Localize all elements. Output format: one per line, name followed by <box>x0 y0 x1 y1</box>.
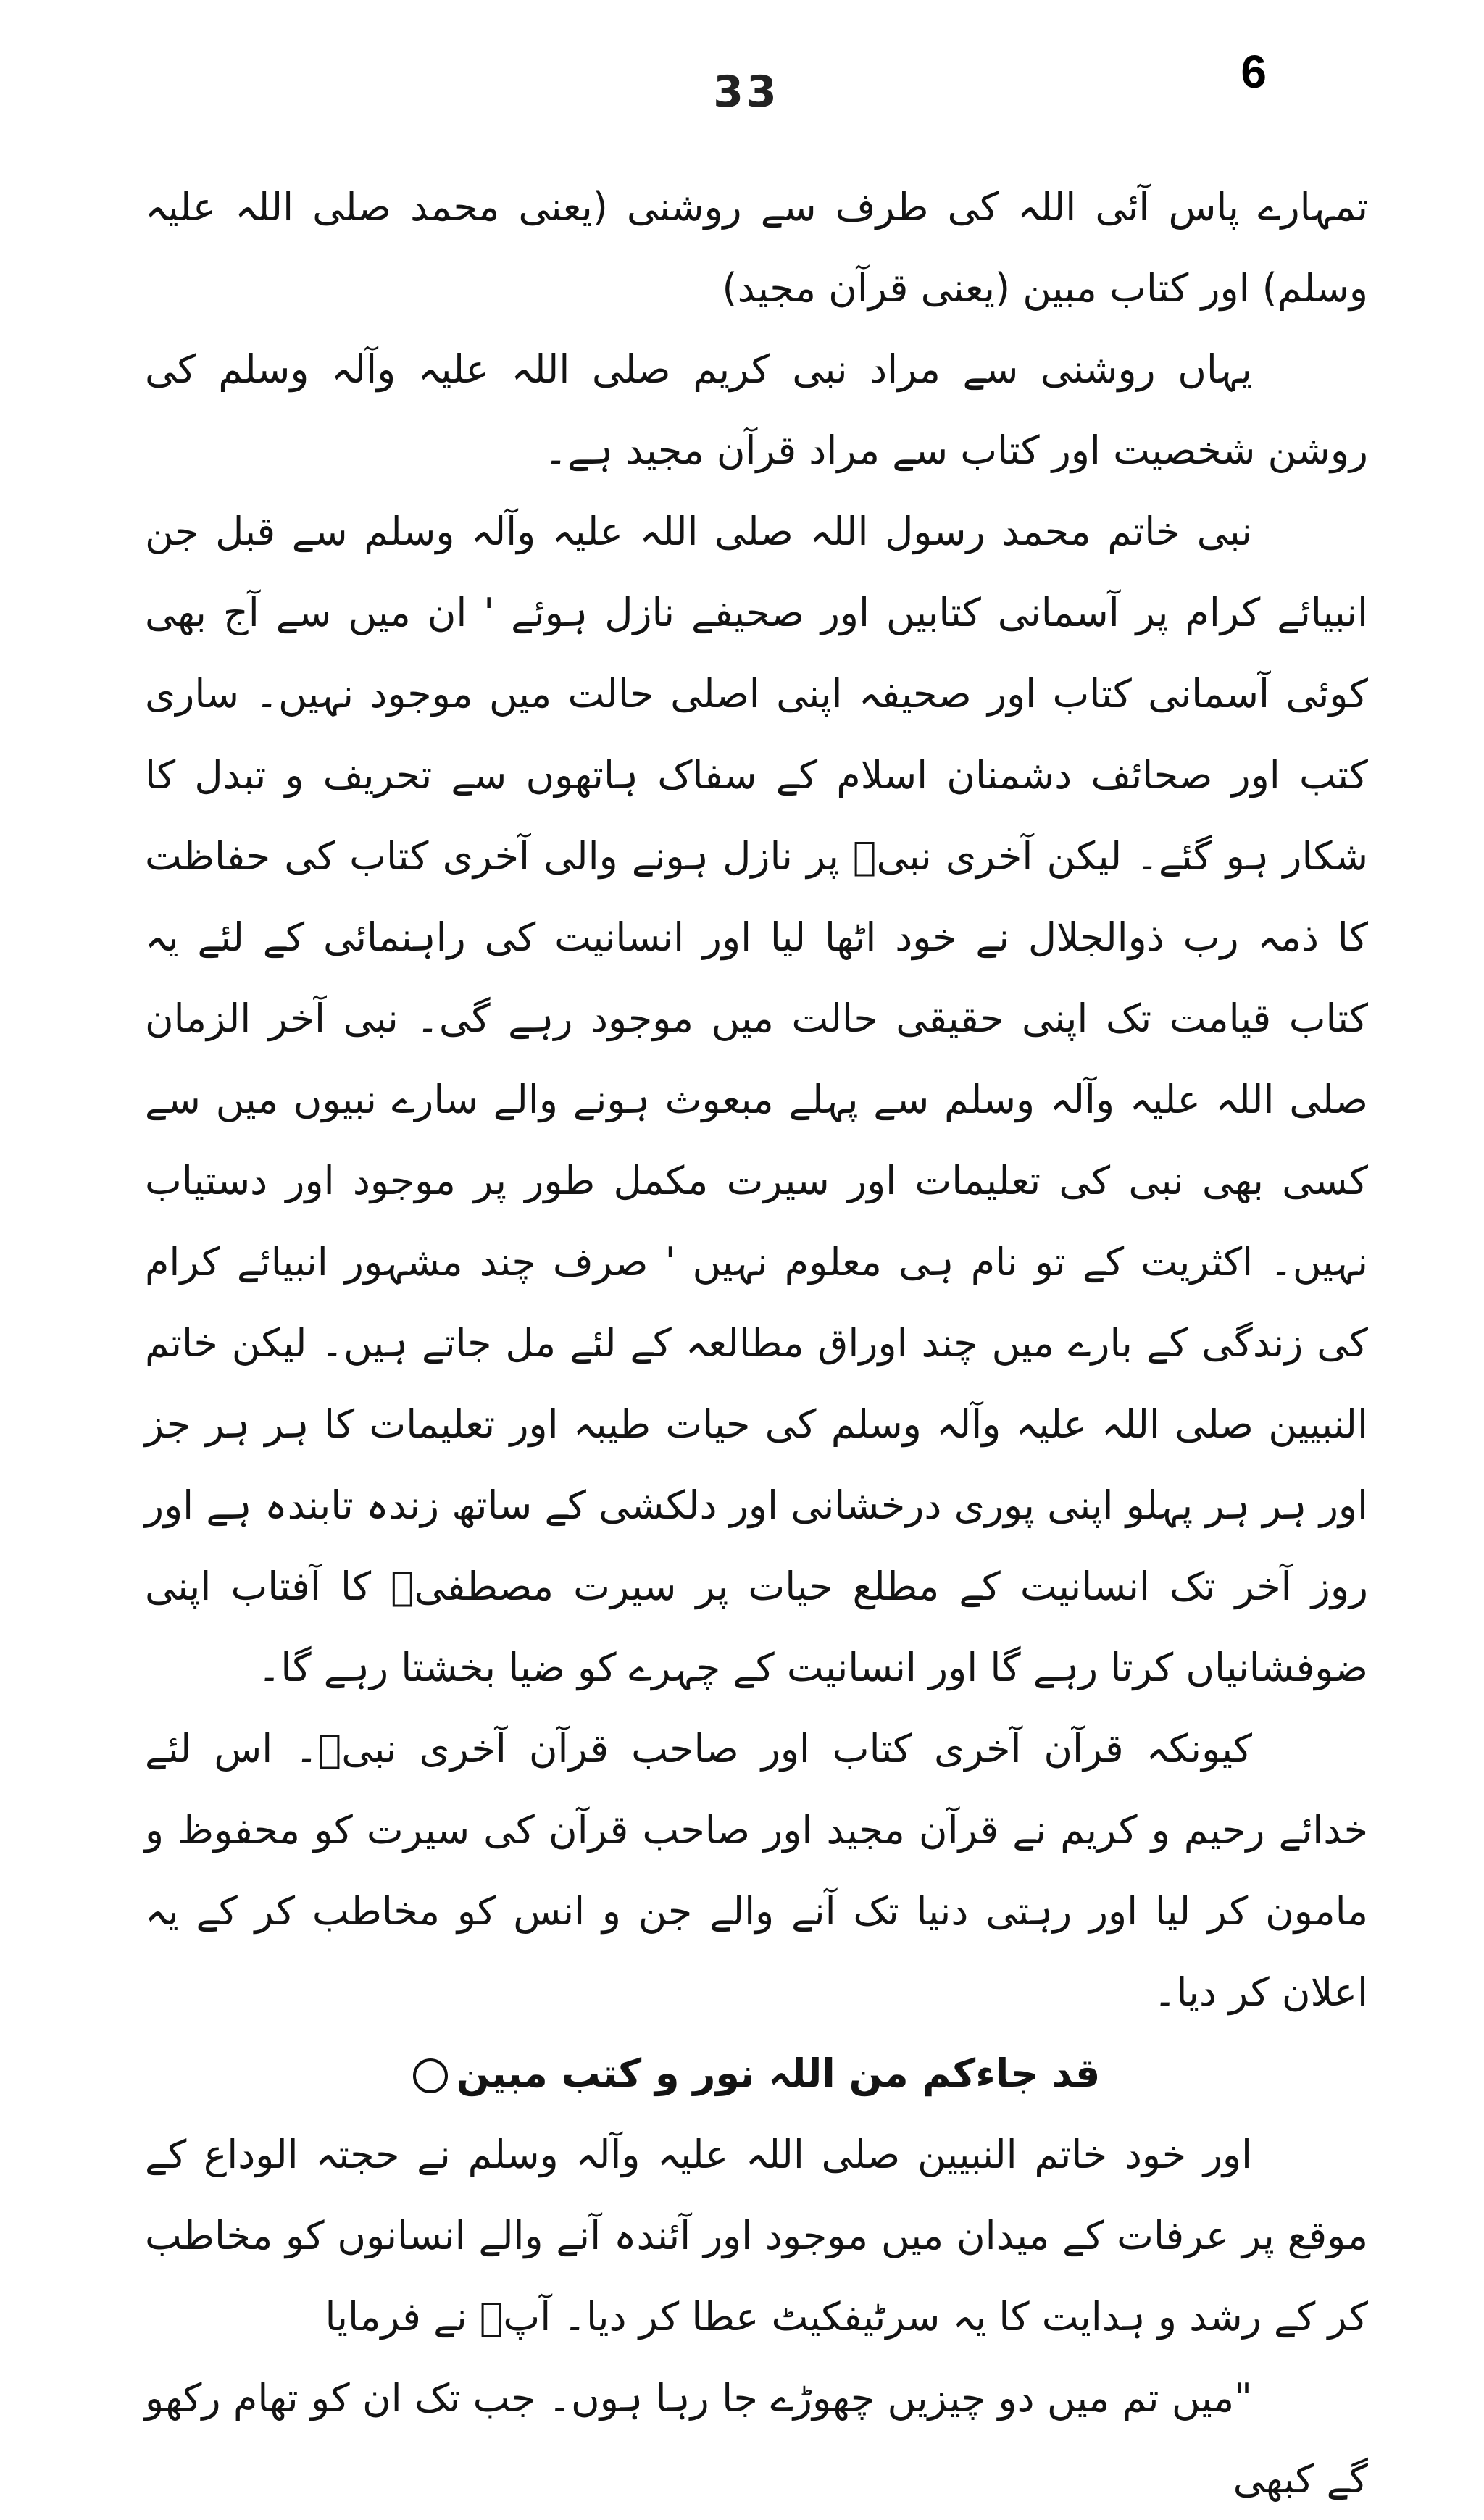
paragraph-1: یہاں روشنی سے مراد نبی کریم صلی اللہ علیہ وآلہ وسلم کی روشن شخصیت اور کتاب سے مراد قرآن مجید ہے۔ <box>145 346 1368 473</box>
paragraph-4: اور خود خاتم النبیین صلی اللہ علیہ وآلہ وسلم نے حجتہ الوداع کے موقع پر عرفات کے میدان میں موجود اور آئندہ آنے والے انسانوں کو مخاطب کر کے رشد و ہدایت کا یہ سرٹیفکیٹ عطا کر دیا۔ آپؐ نے فرمایا <box>145 2132 1368 2340</box>
verse-end-icon <box>413 2058 448 2093</box>
body-text <box>145 167 1368 2520</box>
verse-text: قد جاءکم من اللہ نور و کتب مبین <box>456 2050 1101 2096</box>
paragraph-2: نبی خاتم محمد رسول اللہ صلی اللہ علیہ وآلہ وسلم سے قبل جن انبیائے کرام پر آسمانی کتابیں اور صحیفے نازل ہوئے ' ان میں سے آج بھی کوئی آسمانی کتاب اور صحیفہ اپنی اصلی حالت میں موجود نہیں۔ ساری کتب اور صحائف دشمنان اسلام کے سفاک ہاتھوں سے تحریف و تبدل کا شکار ہو گئے۔ لیکن آخری نبیؐ پر نازل ہونے والی آخری کتاب کی حفاظت کا ذمہ رب ذوالجلال نے خود اٹھا لیا اور انسانیت کی راہنمائی کے لئے یہ کتاب قیامت تک اپنی حقیقی حالت میں موجود رہے گی۔ نبی آخر الزمان صلی اللہ علیہ وآلہ وسلم سے پہلے مبعوث ہونے والے سارے نبیوں میں سے کسی بھی نبی کی تعلیمات اور سیرت مکمل طور پر موجود اور دستیاب نہیں۔ اکثریت کے تو نام ہی معلوم نہیں ' صرف چند مشہور انبیائے کرام کی زندگی کے بارے میں چند اوراق مطالعہ کے لئے مل جاتے ہیں۔ لیکن خاتم النبیین صلی اللہ علیہ وآلہ وسلم کی حیات طیبہ اور تعلیمات کا ہر ہر جز اور ہر ہر پہلو اپنی پوری درخشانی اور دلکشی کے ساتھ زندہ تابندہ ہے اور روز آخر تک انسانیت کے مطلع حیات پر سیرت مصطفیؐ کا آفتاب اپنی ضوفشانیاں کرتا رہے گا اور انسانیت کے چہرے کو ضیا بخشتا رہے گا۔ <box>145 509 1368 1690</box>
paragraph-5: "میں تم میں دو چیزیں چھوڑے جا رہا ہوں۔ جب تک ان کو تھام رکھو گے کبھی <box>145 2375 1368 2502</box>
quote-intro: تمہارے پاس آئی اللہ کی طرف سے روشنی (یعنی محمد صلی اللہ علیہ وسلم) اور کتاب مبین (یعنی قرآن مجید) <box>145 184 1368 311</box>
sheet-number: 6 <box>1241 46 1267 98</box>
paragraph-3: کیونکہ قرآن آخری کتاب اور صاحب قرآن آخری نبیؐ۔ اس لئے خدائے رحیم و کریم نے قرآن مجید اور صاحب قرآن کی سیرت کو محفوظ و مامون کر لیا اور رہتی دنیا تک آنے والے جن و انس کو مخاطب کر کے یہ اعلان کر دیا۔ <box>145 1726 1368 2015</box>
page-number: 33 <box>713 67 780 117</box>
quranic-verse <box>145 2033 1368 2114</box>
